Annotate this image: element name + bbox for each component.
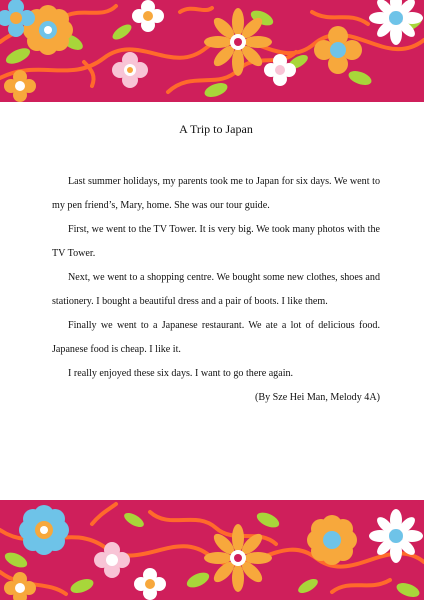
story-paragraph-5: I really enjoyed these six days. I want to go there again. bbox=[68, 368, 294, 379]
top-floral-border bbox=[0, 0, 424, 102]
bottom-floral-pattern bbox=[0, 500, 424, 600]
story-title: A Trip to Japan bbox=[179, 122, 253, 136]
bottom-floral-border bbox=[0, 500, 424, 600]
story-paragraph-2: First, we went to the TV Tower. It is very big. We took many photos with the TV Tower. bbox=[52, 224, 380, 259]
story-paragraph-3: Next, we went to a shopping centre. We bought some new clothes, shoes and stationery. I bought a beautiful dress and a pair of boots. I like them. bbox=[52, 272, 380, 307]
story-body bbox=[52, 170, 380, 410]
story-paragraph-4: Finally we went to a Japanese restaurant. We ate a lot of delicious food. Japanese food is cheap. I like it. bbox=[52, 320, 380, 355]
story-paragraph-1: Last summer holidays, my parents took me to Japan for six days. We went to my pen friend’s, Mary, home. She was our tour guide. bbox=[52, 176, 380, 211]
story-document bbox=[0, 102, 424, 500]
top-floral-pattern bbox=[0, 0, 424, 102]
author-byline: (By Sze Hei Man, Melody 4A) bbox=[254, 392, 380, 403]
